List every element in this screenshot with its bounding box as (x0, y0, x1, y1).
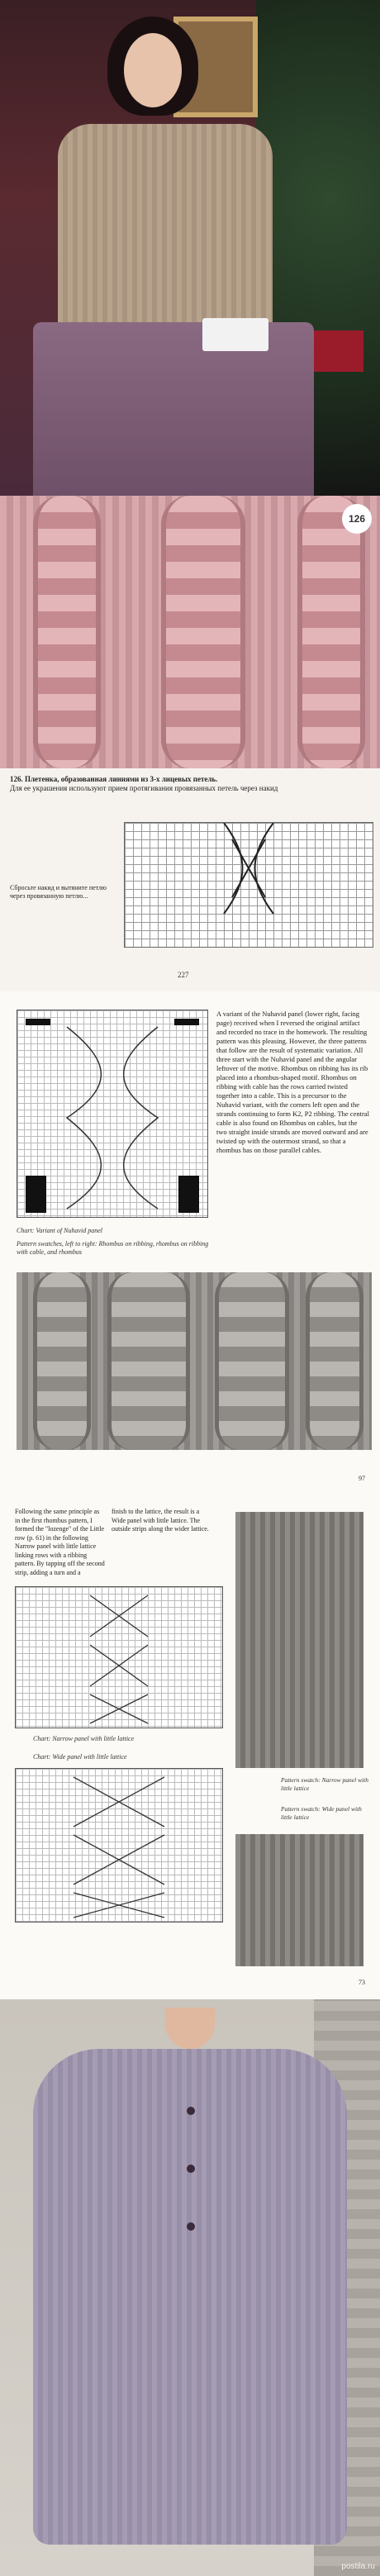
pink-cable-swatch (0, 496, 380, 768)
chart-caption-text: Chart: Variant of Nuhavid panel (17, 1227, 102, 1234)
knitting-chart (124, 822, 373, 948)
caption-body: Для ее украшения используют прием протягивания провязанных петель через накид (10, 784, 278, 792)
model-face (124, 33, 182, 107)
purple-skirt (33, 322, 314, 496)
wide-panel-chart (15, 1768, 223, 1922)
lavender-cardigan-photo (0, 1999, 380, 2576)
pattern-caption (10, 775, 365, 793)
gray-cable-swatch (17, 1272, 372, 1450)
book-page-73 (0, 1495, 380, 1999)
book-page-97 (0, 991, 380, 1495)
chart2-caption: Chart: Wide panel with little lattice (33, 1753, 127, 1761)
chart-block (26, 1176, 46, 1213)
cardigan-button (187, 2107, 195, 2115)
cardigan-button (187, 2222, 195, 2231)
narrow-panel-chart (15, 1586, 223, 1728)
page-number: 73 (359, 1979, 365, 1986)
chart-caption (17, 1227, 215, 1257)
body-text-right: finish to the lattice, the result is a Wide panel with little lattice. The outside strips along the wider lattice. (112, 1508, 209, 1533)
caption-title: 126. Плетенка, образованная линиями из 3-х лицевых петель. (10, 775, 218, 783)
wide-panel-swatch (235, 1834, 363, 1966)
knit-sweater-photo (0, 0, 380, 496)
chart-block (174, 1019, 199, 1025)
cable-column (215, 1272, 289, 1450)
pink-swatch-page (0, 496, 380, 991)
cable-column (306, 1272, 363, 1450)
body-text-left: Following the same principle as in the first rhombus pattern, I formed the "lozenge" of the Little row (p. 61) in the following Narrow panel with little lattice linking rows with a ribbing pattern. By tapping off the second strip, adding a turn and a (15, 1508, 105, 1576)
cable-column (33, 496, 101, 768)
body-text: A variant of the Nuhavid panel (lower right, facing page) received when I reversed the original artifact and recorded no trace in the homework. The resulting pattern was this pleasing. However, the three patterns that follow are the result of systematic variation. All three start with the Nuhavid panel and the angular leftover of the motive. Rhombus on ribbing has its rib placed into a rhombus-shaped motif. Rhombus on ribbing with cable has the rows carried twisted together into a cable. This is a precursor to the Nuhavid variant, with the corners left open and the strands continuing to form K2, P2 ribbing. The central cable is also found on Rhombus on cables, but the two straight inside strands are moved outward and are twisted up with the outermost strand, so that a rhombus has on those parallel cables. (216, 1010, 369, 1154)
narrow-panel-swatch (235, 1512, 363, 1768)
cable-column (297, 496, 365, 768)
chart-lines (16, 1587, 222, 1728)
chart-block (178, 1176, 199, 1213)
page-number: 97 (359, 1475, 365, 1482)
chart-lines (125, 823, 373, 947)
page-number: 227 (178, 971, 189, 979)
lavender-cardigan (33, 2049, 347, 2545)
pattern-number-badge: 126 (342, 504, 372, 534)
red-gift (314, 330, 363, 372)
chart-legend: Сбросьте накид и вытяните петлю через провязанную петлю... (10, 884, 107, 900)
cable-sweater (58, 124, 273, 339)
swatch1-caption: Pattern swatch: Narrow panel with little lattice (281, 1776, 368, 1792)
cardigan-button (187, 2165, 195, 2173)
swatch-caption-text: Pattern swatches, left to right: Rhombus on ribbing, rhombus on ribbing with cable, and rhombus (17, 1240, 209, 1256)
cable-column (33, 1272, 91, 1450)
model-chin (165, 2008, 215, 2049)
swatch2-caption: Pattern swatch: Wide panel with little lattice (281, 1805, 362, 1821)
chart1-caption: Chart: Narrow panel with little lattice (33, 1735, 135, 1742)
chart-lines (16, 1769, 222, 1922)
white-gift-box (202, 318, 268, 351)
knitting-chart (17, 1010, 208, 1218)
cable-column (107, 1272, 190, 1450)
cable-column (161, 496, 245, 768)
chart-block (26, 1019, 50, 1025)
watermark: postila.ru (341, 2562, 375, 2571)
